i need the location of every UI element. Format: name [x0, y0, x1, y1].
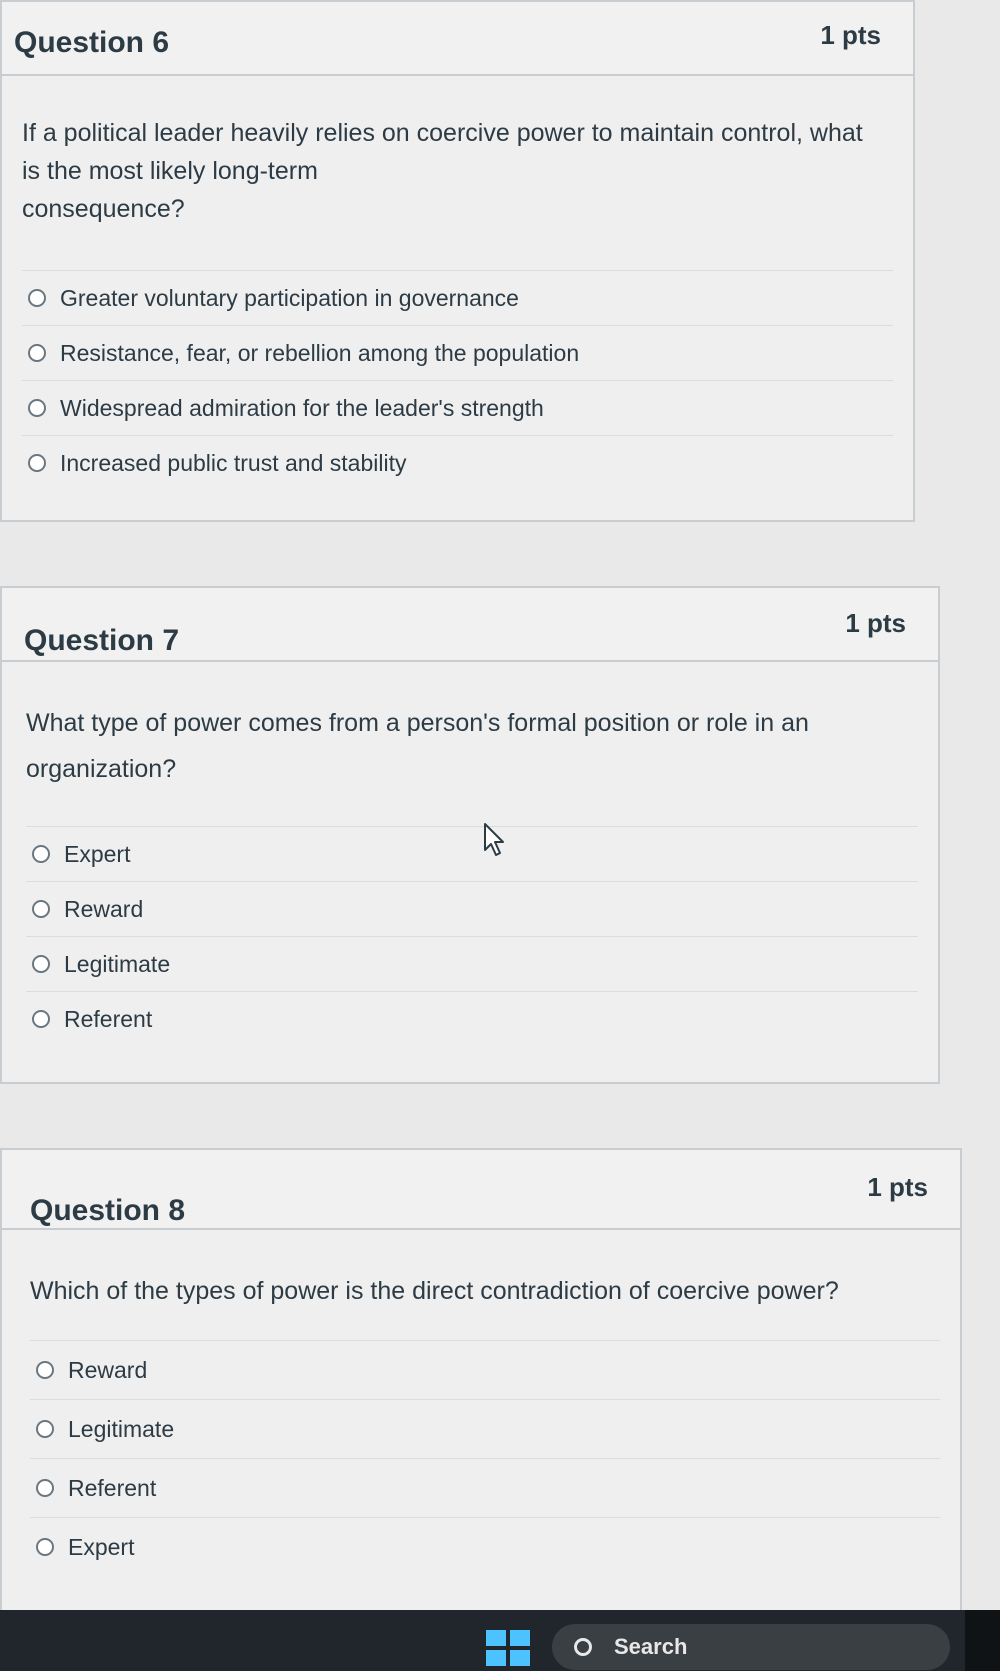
- answer-option[interactable]: [26, 827, 918, 882]
- question-body: [2, 662, 938, 1046]
- question-title: Question 6: [14, 26, 170, 59]
- taskbar: [0, 1610, 1000, 1671]
- answer-list: [26, 826, 918, 1046]
- radio-button[interactable]: [32, 1010, 50, 1028]
- answer-list: [22, 270, 893, 490]
- search-label: Search: [614, 1634, 688, 1659]
- question-points: 1 pts: [867, 1172, 928, 1202]
- answer-option[interactable]: [22, 271, 893, 326]
- start-tile: [510, 1630, 530, 1646]
- screen-edge: [965, 1610, 1000, 1671]
- answer-label: Expert: [64, 840, 131, 867]
- radio-button[interactable]: [32, 845, 50, 863]
- radio-button[interactable]: [28, 344, 46, 362]
- answer-list: [30, 1340, 940, 1576]
- answer-option[interactable]: [30, 1400, 940, 1459]
- answer-label: Expert: [68, 1533, 135, 1560]
- question-body: [2, 76, 913, 490]
- question-text: Which of the types of power is the direct contradiction of coercive power?: [30, 1277, 839, 1305]
- answer-label: Reward: [64, 895, 144, 922]
- answer-label: Legitimate: [68, 1415, 175, 1442]
- answer-option[interactable]: [22, 436, 893, 490]
- question-points: 1 pts: [820, 20, 881, 50]
- answer-option[interactable]: [30, 1518, 940, 1576]
- question-header: [2, 1150, 960, 1230]
- taskbar-search[interactable]: [552, 1624, 950, 1670]
- question-6: [0, 0, 915, 522]
- question-header: [2, 588, 938, 662]
- answer-label: Greater voluntary participation in governance: [60, 284, 519, 311]
- answer-option[interactable]: [30, 1341, 940, 1400]
- question-7: [0, 586, 940, 1084]
- answer-option[interactable]: [22, 381, 893, 436]
- radio-button[interactable]: [36, 1479, 54, 1497]
- mouse-pointer-icon: [483, 822, 507, 858]
- answer-label: Resistance, fear, or rebellion among the population: [60, 339, 580, 366]
- answer-option[interactable]: [26, 992, 918, 1046]
- question-text: What type of power comes from a person's formal position or role in an organization?: [26, 709, 809, 783]
- radio-button[interactable]: [32, 900, 50, 918]
- question-points: 1 pts: [845, 608, 906, 638]
- answer-label: Referent: [68, 1474, 157, 1501]
- search-icon: [574, 1638, 592, 1656]
- start-tile: [486, 1650, 506, 1666]
- answer-label: Legitimate: [64, 950, 171, 977]
- answer-label: Reward: [68, 1356, 148, 1383]
- question-header: [2, 2, 913, 76]
- answer-option[interactable]: [30, 1459, 940, 1518]
- question-title: Question 8: [30, 1194, 186, 1227]
- answer-label: Widespread admiration for the leader's strength: [60, 394, 544, 421]
- answer-option[interactable]: [26, 882, 918, 937]
- start-tile: [486, 1630, 506, 1646]
- radio-button[interactable]: [28, 289, 46, 307]
- question-text: If a political leader heavily relies on coercive power to maintain control, what is the most likely long-term consequence?: [22, 119, 863, 223]
- radio-button[interactable]: [36, 1538, 54, 1556]
- radio-button[interactable]: [32, 955, 50, 973]
- question-body: [2, 1230, 960, 1576]
- answer-label: Increased public trust and stability: [60, 449, 407, 476]
- answer-option[interactable]: [26, 937, 918, 992]
- answer-option[interactable]: [22, 326, 893, 381]
- answer-label: Referent: [64, 1005, 153, 1032]
- start-tile: [510, 1650, 530, 1666]
- question-8: [0, 1148, 962, 1618]
- windows-start-icon[interactable]: [486, 1630, 530, 1666]
- radio-button[interactable]: [36, 1420, 54, 1438]
- question-title: Question 7: [24, 624, 180, 657]
- radio-button[interactable]: [28, 399, 46, 417]
- radio-button[interactable]: [28, 454, 46, 472]
- radio-button[interactable]: [36, 1361, 54, 1379]
